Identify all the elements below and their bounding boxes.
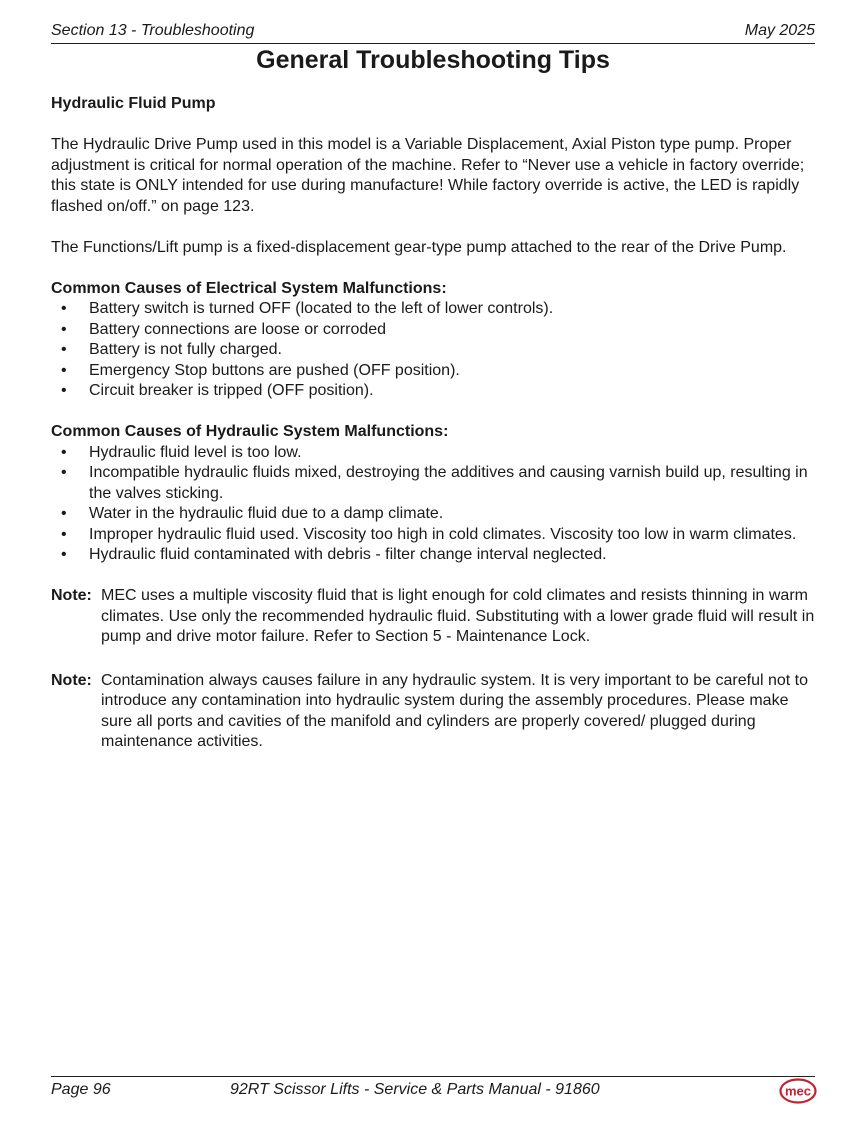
bullet-icon: • (61, 546, 67, 563)
header-section: Section 13 - Troubleshooting (51, 22, 255, 39)
hydraulic-list (51, 443, 821, 566)
list-item-text: Emergency Stop buttons are pushed (OFF position). (89, 361, 460, 379)
bullet-icon: • (61, 525, 67, 543)
list-item (51, 299, 821, 320)
page-content (51, 94, 821, 753)
mec-logo-text: mec (784, 1083, 812, 1099)
pump-paragraph-2: The Functions/Lift pump is a fixed-displacement gear-type pump attached to the rear of the Drive Pump. (51, 238, 787, 256)
list-item-text: Water in the hydraulic fluid due to a damp climate. (89, 505, 444, 522)
bullet-icon: • (61, 382, 67, 399)
hydraulic-heading: Common Causes of Hydraulic System Malfunctions: (51, 423, 449, 440)
list-item (51, 504, 821, 525)
bullet-icon: • (61, 300, 67, 317)
list-item-text: Battery switch is turned OFF (located to the left of lower controls). (89, 300, 554, 317)
bullet-icon: • (61, 361, 67, 379)
bullet-icon: • (61, 320, 67, 338)
electrical-list (51, 299, 821, 402)
note-text: MEC uses a multiple viscosity fluid that is light enough for cold climates and resists thinning in warm climates. Use only the recommended hydraulic fluid. Substituting with a lower grade fluid will result in pump and drive motor failure. Refer to Section 5 - Maintenance Lock. (101, 587, 815, 645)
pump-paragraph-1: The Hydraulic Drive Pump used in this model is a Variable Displacement, Axial Piston type pump. Proper adjustment is critical for normal operation of the machine. Refer to “Never use a vehicle in factory override; this state is ONLY intended for use during manufacture! While factory override is active, the LED is rapidly flashed on/off.” on page 123. (51, 136, 805, 215)
list-item (51, 443, 821, 464)
list-item-text: Hydraulic fluid contaminated with debris - filter change interval neglected. (89, 546, 607, 563)
mec-logo (779, 1078, 817, 1104)
list-item-text: Circuit breaker is tripped (OFF position). (89, 382, 374, 399)
list-item (51, 463, 821, 504)
list-item-text: Battery connections are loose or corroded (89, 320, 387, 338)
header-rule (51, 43, 815, 44)
bullet-icon: • (61, 443, 67, 461)
bullet-icon: • (61, 341, 67, 358)
note-contamination (51, 671, 821, 753)
footer-rule (51, 1076, 815, 1077)
list-item (51, 525, 821, 546)
list-item-text: Hydraulic fluid level is too low. (89, 443, 302, 461)
electrical-heading: Common Causes of Electrical System Malfunctions: (51, 279, 447, 297)
footer-page-number: Page 96 (51, 1081, 111, 1098)
page-title: General Troubleshooting Tips (256, 46, 610, 74)
list-item-text: Incompatible hydraulic fluids mixed, destroying the additives and causing varnish build up, resulting in the valves sticking. (89, 464, 808, 502)
footer-manual-title: 92RT Scissor Lifts - Service & Parts Manual - 91860 (230, 1081, 600, 1098)
list-item-text: Improper hydraulic fluid used. Viscosity too high in cold climates. Viscosity too low in warm climates. (89, 525, 797, 543)
note-text: Contamination always causes failure in any hydraulic system. It is very important to be careful not to introduce any contamination into hydraulic system during the assembly procedures. Please make sure all ports and cavities of the manifold and cylinders are properly covered/ plugged during maintenance activities. (101, 671, 808, 750)
pump-heading: Hydraulic Fluid Pump (51, 95, 216, 112)
bullet-icon: • (61, 464, 67, 481)
list-item (51, 545, 821, 566)
list-item-text: Battery is not fully charged. (89, 341, 282, 358)
header-date: May 2025 (744, 22, 815, 39)
note-viscosity (51, 586, 821, 648)
list-item (51, 381, 821, 402)
note-label: Note: (51, 587, 92, 604)
list-item (51, 361, 821, 382)
list-item (51, 320, 821, 341)
note-label: Note: (51, 671, 92, 689)
bullet-icon: • (61, 505, 67, 522)
list-item (51, 340, 821, 361)
